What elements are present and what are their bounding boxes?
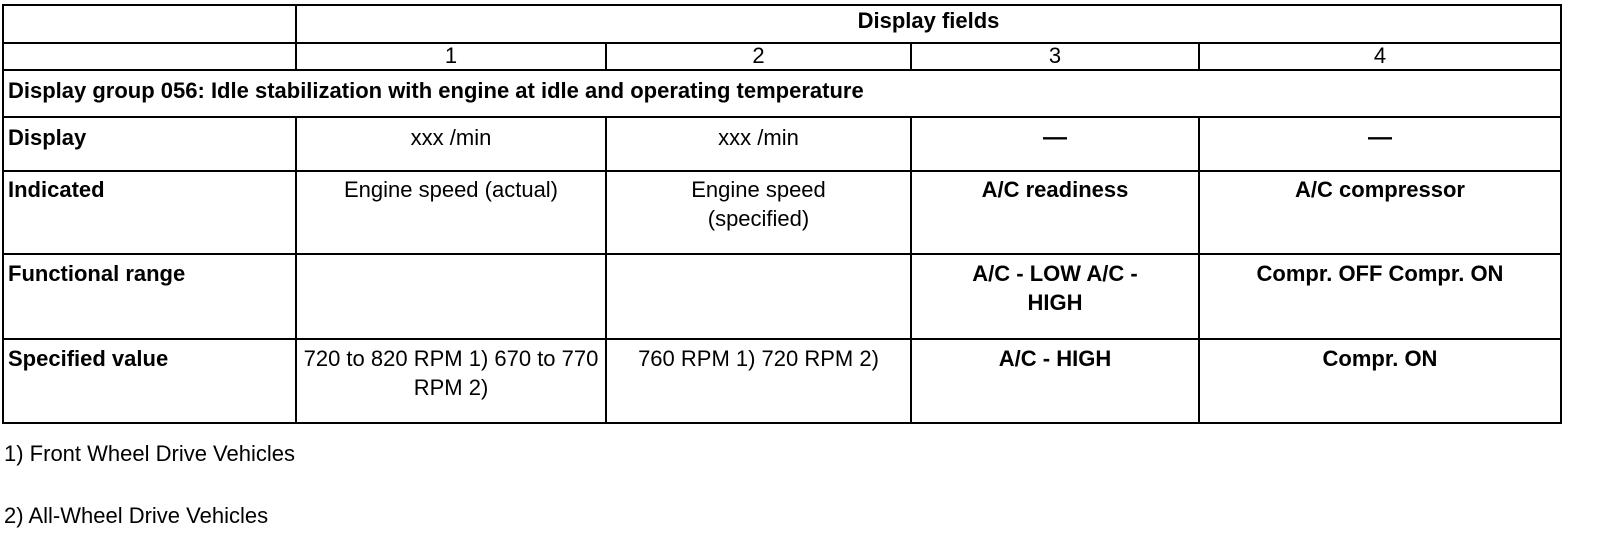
row-label-indicated: Indicated [3, 171, 296, 254]
row-label-specified-value: Specified value [3, 339, 296, 423]
cell-functional-range-3: A/C - LOW A/C - HIGH [911, 254, 1199, 339]
header-row-display-fields [3, 5, 1561, 43]
cell-indicated-2: Engine speed (specified) [606, 171, 911, 254]
cell-functional-range-4: Compr. OFF Compr. ON [1199, 254, 1561, 339]
display-fields-header: Display fields [296, 5, 1561, 43]
header-empty-cell [3, 5, 296, 43]
column-number-4: 4 [1199, 43, 1561, 70]
cell-functional-range-1 [296, 254, 606, 339]
cell-specified-value-1: 720 to 820 RPM 1) 670 to 770 RPM 2) [296, 339, 606, 423]
column-number-3: 3 [911, 43, 1199, 70]
table-row-specified-value [3, 339, 1561, 423]
table-row-functional-range [3, 254, 1561, 339]
column-number-1: 1 [296, 43, 606, 70]
section-title-row [3, 70, 1561, 117]
footnote-front-wheel-drive: 1) Front Wheel Drive Vehicles [4, 441, 295, 466]
cell-display-4: — [1199, 117, 1561, 171]
cell-specified-value-3: A/C - HIGH [911, 339, 1199, 423]
header-empty-cell [3, 43, 296, 70]
cell-display-3: — [911, 117, 1199, 171]
table-row-display [3, 117, 1561, 171]
footnote-all-wheel-drive: 2) All-Wheel Drive Vehicles [4, 503, 269, 528]
cell-specified-value-2: 760 RPM 1) 720 RPM 2) [606, 339, 911, 423]
cell-functional-range-2 [606, 254, 911, 339]
cell-indicated-3: A/C readiness [911, 171, 1199, 254]
table-row-indicated [3, 171, 1561, 254]
cell-display-2: xxx /min [606, 117, 911, 171]
row-label-display: Display [3, 117, 296, 171]
cell-indicated-1: Engine speed (actual) [296, 171, 606, 254]
row-label-functional-range: Functional range [3, 254, 296, 339]
cell-indicated-4: A/C compressor [1199, 171, 1561, 254]
display-group-table [2, 4, 1562, 424]
section-title: Display group 056: Idle stabilization with engine at idle and operating temperature [3, 70, 1561, 117]
header-row-column-numbers [3, 43, 1561, 70]
cell-specified-value-4: Compr. ON [1199, 339, 1561, 423]
column-number-2: 2 [606, 43, 911, 70]
cell-display-1: xxx /min [296, 117, 606, 171]
